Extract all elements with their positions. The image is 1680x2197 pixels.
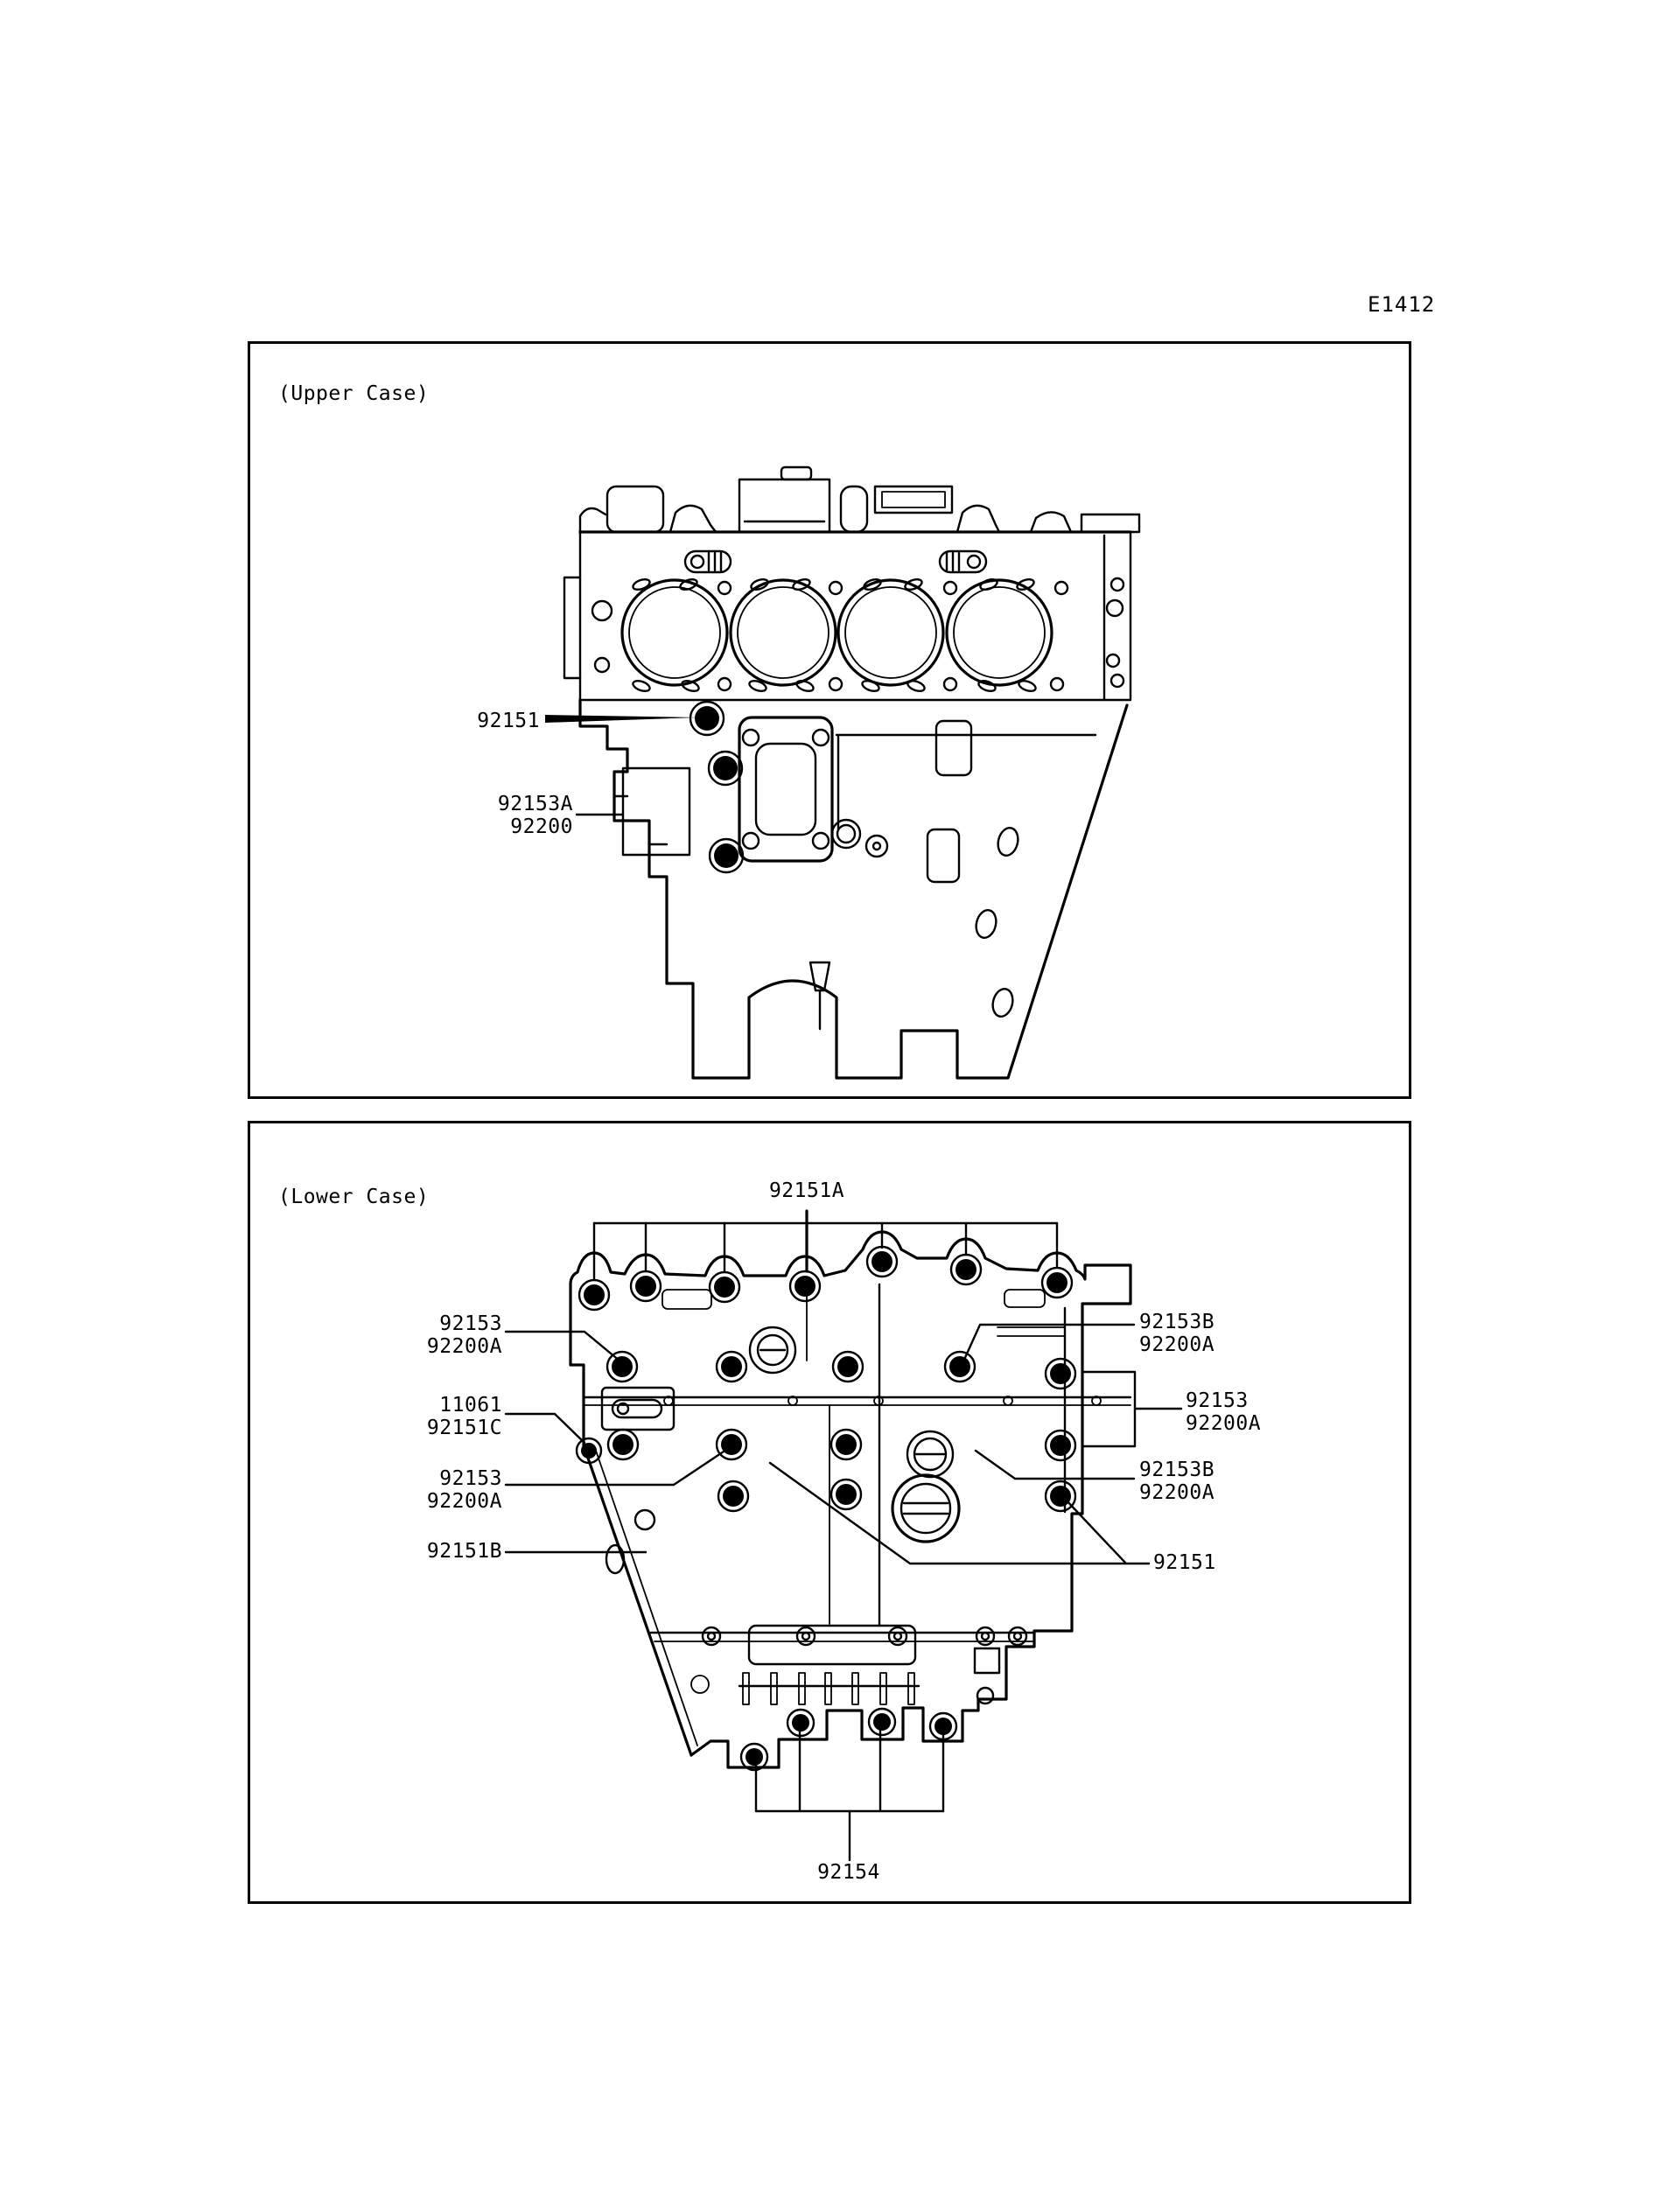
upper-case-drawing (248, 341, 1411, 1099)
part-label-11061-92151C (406, 1394, 502, 1439)
part-number: 11061 (439, 1394, 502, 1417)
part-number: 92153 (1186, 1389, 1249, 1412)
part-number: 92153A (497, 793, 573, 815)
leader-11061 (506, 1414, 584, 1443)
part-label-92153-92200A-left-bottom (406, 1467, 502, 1513)
part-number: 92153B (1139, 1311, 1215, 1333)
part-number: 92200A (1139, 1333, 1215, 1356)
part-number: 92154 (817, 1861, 880, 1884)
lower-leader-lines (506, 1211, 1181, 1860)
part-label-92153-92200A-left-top (406, 1312, 502, 1358)
part-label-92153A-92200 (486, 793, 573, 838)
part-label-92153B-92200A-right-top (1139, 1311, 1214, 1356)
part-number: 92200 (510, 815, 573, 838)
panel-title-lower: (Lower Case) (278, 1186, 430, 1208)
bracket-box-92153-right (1082, 1372, 1135, 1446)
upper-case-panel (248, 341, 1411, 1099)
part-label-92151 (461, 710, 540, 732)
panel-title-upper: (Upper Case) (278, 382, 430, 405)
lower-case-panel (248, 1121, 1411, 1904)
part-number: 92151C (426, 1417, 502, 1439)
upper-bolts (690, 702, 743, 872)
part-label-92153B-92200A-right-bottom (1139, 1459, 1214, 1504)
bracket-box-92153A (623, 768, 690, 855)
leader-92153B-bottom (976, 1451, 1134, 1479)
part-label-92153-92200A-right-middle (1186, 1389, 1261, 1435)
leader-92151-right-a (1066, 1500, 1149, 1564)
part-number: 92151B (426, 1540, 502, 1563)
upper-crankcase-art (564, 467, 1139, 1078)
part-number: 92200A (1186, 1412, 1262, 1435)
part-label-92154 (796, 1861, 901, 1884)
leader-92153B-top (963, 1325, 1134, 1361)
part-number: 92151 (477, 710, 540, 732)
part-label-92151A (754, 1179, 859, 1202)
part-number: 92200A (426, 1490, 502, 1513)
leader-92151 (545, 715, 698, 723)
leader-92153-left-bottom (506, 1448, 729, 1485)
page-code: E1412 (1368, 292, 1436, 317)
part-number: 92200A (426, 1335, 502, 1358)
part-number: 92153 (439, 1467, 502, 1490)
part-label-92151B (406, 1540, 502, 1563)
part-number: 92153 (439, 1312, 502, 1335)
leader-92153-left-top (506, 1332, 620, 1361)
part-label-92151-right (1153, 1551, 1216, 1574)
part-number: 92151 (1153, 1551, 1216, 1574)
part-number: 92153B (1139, 1459, 1215, 1481)
part-number: 92151A (768, 1179, 845, 1202)
part-number: 92200A (1139, 1481, 1215, 1504)
